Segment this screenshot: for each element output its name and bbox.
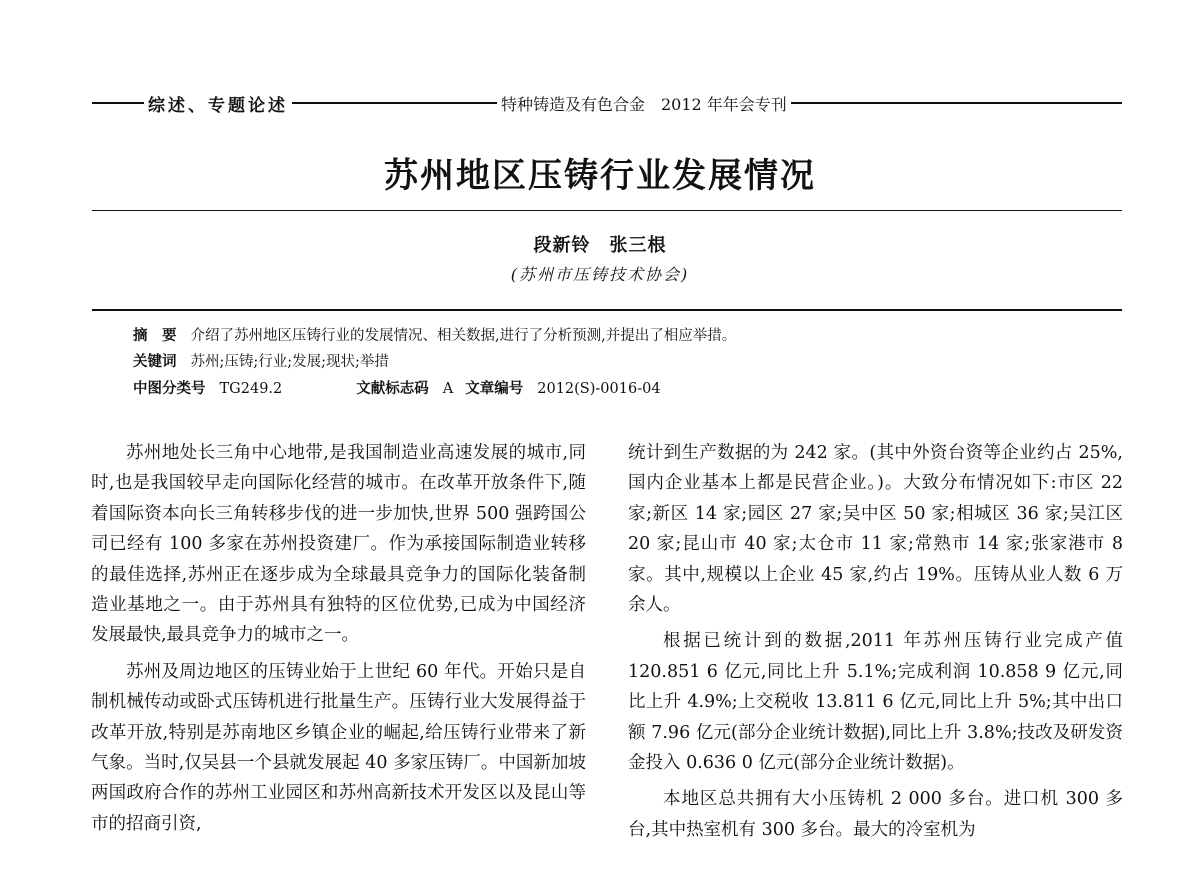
header-block-rule bbox=[92, 309, 1122, 311]
body-column-right bbox=[628, 438, 1123, 845]
clc-label: 中图分类号 bbox=[133, 381, 206, 397]
abstract-text: 介绍了苏州地区压铸行业的发展情况、相关数据,进行了分析预测,并提出了相应举措。 bbox=[190, 328, 737, 344]
body-column-left bbox=[91, 438, 586, 839]
paragraph: 统计到生产数据的为 242 家。(其中外资台资等企业约占 25%,国内企业基本上都是民营企业。)。大致分布情况如下:市区 22 家;新区 14 家;园区 27 家;吴中区 50 家;相城区 36 家;吴江区 20 家;昆山市 40 家;太仓市 11 家;常熟市 14 家;张家港市 8 家。其中,规模以上企业 45 家,约占 19%。压铸从业人数 6 万余人。 bbox=[628, 443, 1123, 616]
title-rule bbox=[92, 210, 1122, 211]
doc-code-label: 文献标志码 bbox=[356, 381, 429, 397]
article-number-label: 文章编号 bbox=[465, 381, 524, 397]
abstract-label: 摘 要 bbox=[133, 328, 177, 344]
journal-name: 特种铸造及有色合金 2012 年年会专刊 bbox=[501, 94, 787, 114]
header-rule-tail bbox=[791, 102, 1122, 104]
doc-code: A bbox=[442, 381, 454, 397]
paragraph: 本地区总共拥有大小压铸机 2 000 多台。进口机 300 多台,其中热室机有 300 多台。最大的冷室机为 bbox=[628, 789, 1123, 840]
keywords-text: 苏州;压铸;行业;发展;现状;举措 bbox=[190, 354, 389, 370]
paragraph: 苏州地处长三角中心地带,是我国制造业高速发展的城市,同时,也是我国较早走向国际化经营的城市。在改革开放条件下,随着国际资本向长三角转移步伐的进一步加快,世界 500 强跨国公司已经有 100 多家在苏州投资建厂。作为承接国际制造业转移的最佳选择,苏州正在逐步成为全球最具竞争力的国际化装备制造业基地之一。由于苏州具有独特的区位优势,已成为中国经济发展最快,最具竞争力的城市之一。 bbox=[91, 443, 586, 646]
classification-line bbox=[133, 377, 1123, 398]
header-rule-mid bbox=[292, 102, 497, 104]
paragraph: 根据已统计到的数据,2011 年苏州压铸行业完成产值 120.851 6 亿元,同比上升 5.1%;完成利润 10.858 9 亿元,同比上升 4.9%;上交税收 13.811 6 亿元,同比上升 5%;其中出口额 7.96 亿元(部分企业统计数据),同比上升 3.8%;技改及研发资金投入 0.636 0 亿元(部分企业统计数据)。 bbox=[628, 631, 1123, 774]
article-number: 2012(S)-0016-04 bbox=[537, 381, 661, 397]
authors: 段新铃 张三根 bbox=[533, 235, 667, 256]
article-title: 苏州地区压铸行业发展情况 bbox=[384, 156, 816, 196]
paragraph: 苏州及周边地区的压铸业始于上世纪 60 年代。开始只是自制机械传动或卧式压铸机进行批量生产。压铸行业大发展得益于改革开放,特别是苏南地区乡镇企业的崛起,给压铸行业带来了新气象。当时,仅吴县一个县就发展起 40 多家压铸厂。中国新加坡两国政府合作的苏州工业园区和苏州高新技术开发区以及昆山等市的招商引资, bbox=[91, 661, 586, 834]
keywords-label: 关键词 bbox=[133, 354, 177, 370]
abstract-line bbox=[133, 324, 1123, 345]
running-header bbox=[92, 90, 1122, 116]
section-label: 综述、专题论述 bbox=[148, 95, 288, 116]
header-rule-lead bbox=[92, 102, 144, 104]
affiliation: (苏州市压铸技术协会) bbox=[510, 265, 690, 284]
clc-code: TG249.2 bbox=[219, 381, 283, 397]
keywords-line bbox=[133, 350, 1123, 371]
